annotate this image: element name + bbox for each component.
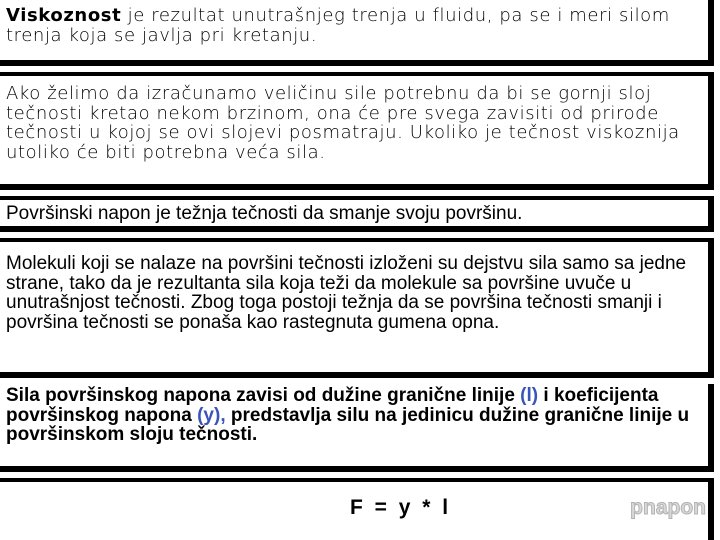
surface-tension-block <box>0 196 714 232</box>
symbol-y: (y), <box>197 404 226 426</box>
molecules-paragraph: Molekuli koji se nalaze na površini tečnosti izloženi su dejstvu sila samo sa jedne strane, tako da je rezultanta sila koja teži da molekule sa površine uvuče u unutrašnjost tečnosti. Zbog toga postoji težnja da se površina tečnosti smanji i površina tečnosti se ponaša kao rastegnuta gumena opna. <box>6 253 687 333</box>
formula-line <box>0 492 708 520</box>
surface-force-paragraph <box>0 384 708 445</box>
force-velocity-paragraph: Ako želimo da izračunamo veličinu sile potrebnu da bi se gornji sloj tečnosti kretao nekom brzinom, ona će pre svega zavisiti od prirode tečnosti u kojoj se ovi slojevi posmatraju. Ukoliko je tečnost viskoznija utoliko će biti potrebna veća sila. <box>6 83 680 163</box>
force-velocity-block <box>0 72 714 190</box>
viskoznost-paragraph <box>0 0 708 45</box>
viskoznost-block <box>0 0 714 66</box>
molecules-block <box>0 238 714 378</box>
surface-tension-definition: Površinski napon je težnja tečnosti da smanje svoju površinu. <box>6 203 523 224</box>
viskoznost-definition: je rezultat unutrašnjeg trenja u fluidu, pa se i meri silom trenja koja se javlja pri kretanju. <box>6 5 670 46</box>
surface-force-text-2: i koeficijenta površinskog napona <box>6 385 659 426</box>
surface-force-text-1: Sila površinskog napona zavisi od dužine granične linije <box>6 385 521 406</box>
surface-force-block <box>0 384 714 472</box>
surface-force-text-3: predstavlja silu na jedinicu dužine granične linije u površinskom sloju tečnosti. <box>6 404 690 445</box>
formula-block <box>0 478 714 540</box>
formula-label: pnapon <box>630 496 706 519</box>
formula: F = y * l <box>350 496 452 519</box>
viskoznost-term: Viskoznost <box>6 5 122 26</box>
symbol-l: (l) <box>520 385 539 406</box>
